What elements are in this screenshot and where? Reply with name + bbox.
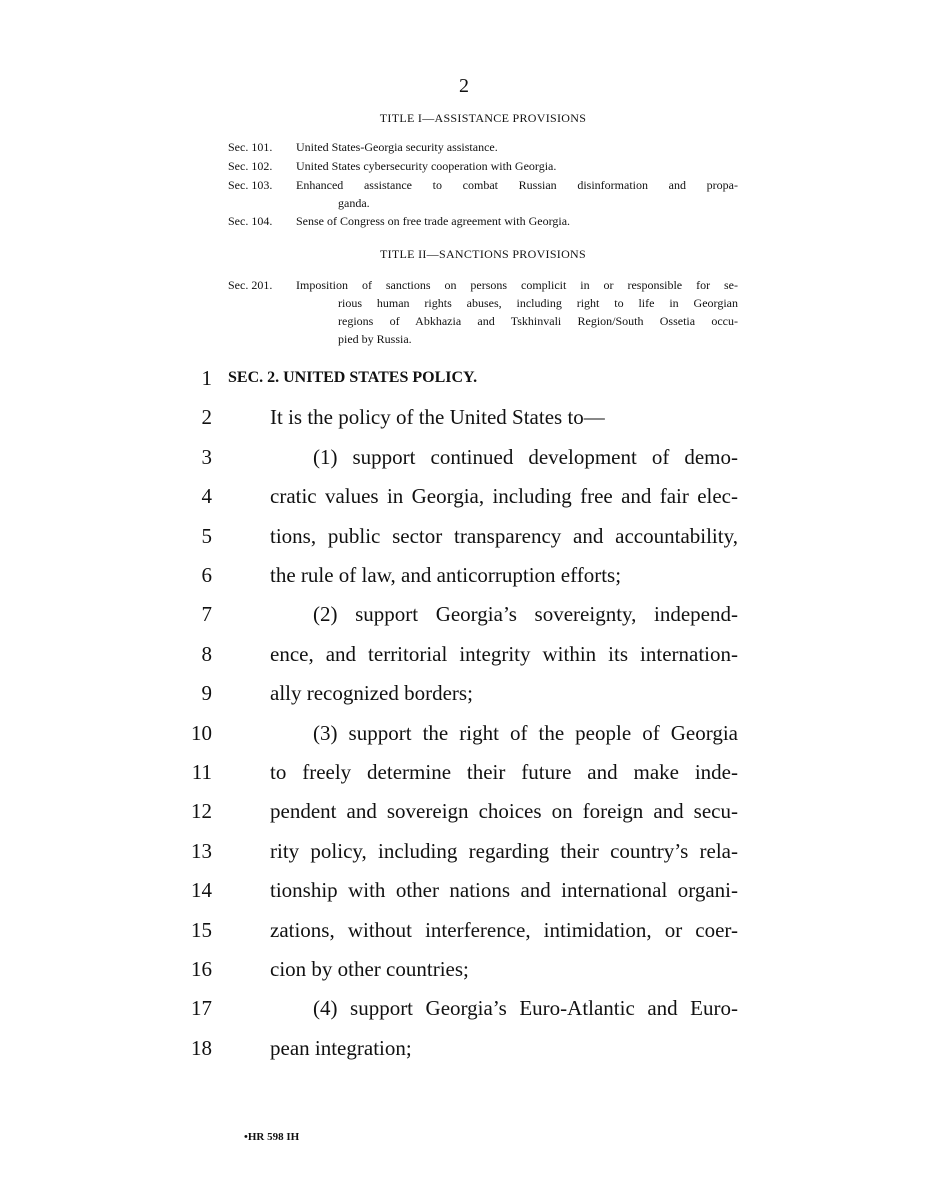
- body-line: zations, without interference, intimidation, or coer-: [270, 918, 738, 942]
- toc-title-1: TITLE I—ASSISTANCE PROVISIONS: [379, 111, 587, 125]
- line-number: 18: [191, 1036, 212, 1060]
- toc-sec-number: Sec. 102.: [228, 159, 273, 173]
- body-line: (2) support Georgia’s sovereignty, independ-: [313, 602, 738, 626]
- line-number: 6: [201, 563, 212, 587]
- toc-sec-text: Enhanced assistance to combat Russian disinformation and propa-: [296, 178, 738, 192]
- body-line: pendent and sovereign choices on foreign and secu-: [270, 799, 738, 823]
- toc-title-2: TITLE II—SANCTIONS PROVISIONS: [379, 247, 587, 261]
- line-number: 11: [191, 760, 212, 784]
- line-number: 1: [201, 366, 212, 390]
- line-number: 3: [201, 445, 212, 469]
- line-number: 8: [201, 642, 212, 666]
- line-number: 13: [191, 839, 212, 863]
- body-line: ally recognized borders;: [270, 681, 473, 705]
- toc-sec-text-cont: regions of Abkhazia and Tskhinvali Region/South Ossetia occu-: [338, 314, 738, 328]
- toc-sec-number: Sec. 104.: [228, 214, 273, 228]
- toc-sec-text: United States-Georgia security assistance.: [296, 140, 498, 154]
- body-line: cratic values in Georgia, including free and fair elec-: [270, 484, 738, 508]
- toc-sec-text: Sense of Congress on free trade agreement with Georgia.: [296, 214, 571, 228]
- toc-sec-text-cont: ganda.: [338, 196, 370, 210]
- line-number: 7: [201, 602, 212, 626]
- toc-sec-text-cont: rious human rights abuses, including right to life in Georgian: [338, 296, 738, 310]
- body-line: the rule of law, and anticorruption efforts;: [270, 563, 622, 587]
- line-number: 17: [191, 996, 212, 1020]
- page-number: 2: [459, 75, 469, 97]
- body-line: (3) support the right of the people of Georgia: [313, 721, 738, 745]
- body-line: to freely determine their future and make inde-: [270, 760, 738, 784]
- line-number: 12: [191, 799, 212, 823]
- toc-sec-number: Sec. 201.: [228, 278, 273, 292]
- body-line: (1) support continued development of demo-: [313, 445, 738, 469]
- body-line: tions, public sector transparency and accountability,: [270, 524, 738, 548]
- line-number: 15: [191, 918, 212, 942]
- toc-sec-text-cont: pied by Russia.: [338, 332, 412, 346]
- toc-sec-number: Sec. 103.: [228, 178, 273, 192]
- body-line: (4) support Georgia’s Euro-Atlantic and Euro-: [313, 996, 738, 1020]
- body-line: pean integration;: [270, 1036, 412, 1060]
- toc-sec-text: Imposition of sanctions on persons complicit in or responsible for se-: [296, 278, 738, 292]
- body-line: tionship with other nations and international organi-: [270, 878, 738, 902]
- toc-sec-number: Sec. 101.: [228, 140, 273, 154]
- body-line: rity policy, including regarding their country’s rela-: [270, 839, 738, 863]
- line-number: 14: [191, 878, 212, 902]
- body-line: It is the policy of the United States to—: [270, 405, 605, 429]
- line-number: 10: [191, 721, 212, 745]
- line-number: 16: [191, 957, 212, 981]
- toc-sec-text: United States cybersecurity cooperation with Georgia.: [296, 159, 557, 173]
- body-line: ence, and territorial integrity within its internation-: [270, 642, 738, 666]
- line-number: 4: [201, 484, 212, 508]
- line-number: 5: [201, 524, 212, 548]
- section-heading: SEC. 2. UNITED STATES POLICY.: [228, 369, 478, 386]
- body-line: cion by other countries;: [270, 957, 469, 981]
- bill-footer-tag: •HR 598 IH: [244, 1131, 300, 1143]
- line-number: 2: [201, 405, 212, 429]
- line-number: 9: [201, 681, 212, 705]
